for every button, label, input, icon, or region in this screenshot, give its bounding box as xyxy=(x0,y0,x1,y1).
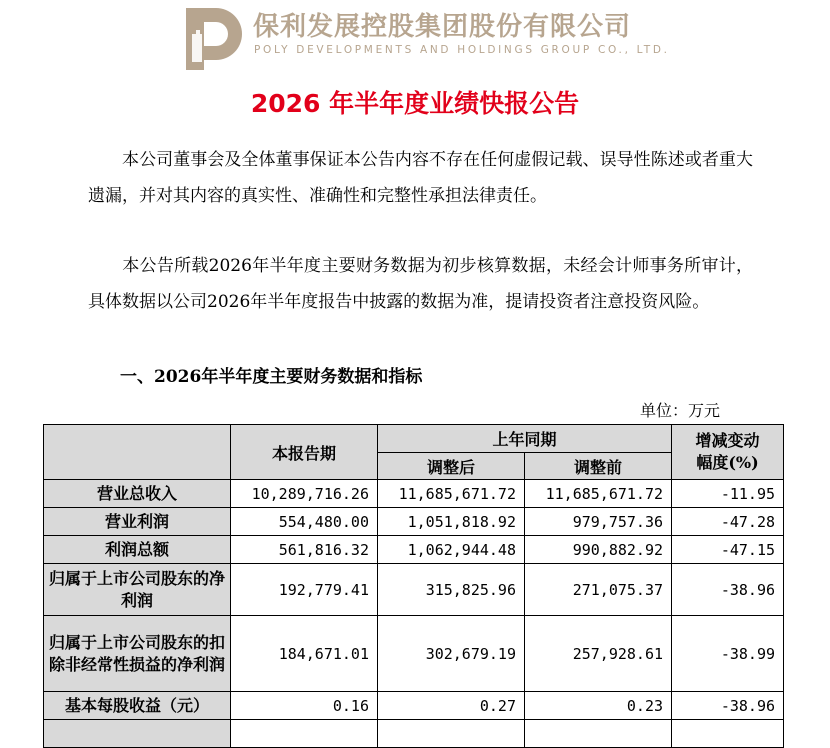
table-row xyxy=(44,616,784,692)
cell-change: -38.96 xyxy=(672,564,784,616)
cell-before: 11,685,671.72 xyxy=(525,480,672,508)
letterhead xyxy=(0,0,830,80)
header-prior-period: 上年同期 xyxy=(378,425,672,453)
cell-current: 0.16 xyxy=(231,692,378,720)
row-label: 营业总收入 xyxy=(44,480,231,508)
row-label: 营业利润 xyxy=(44,508,231,536)
cell-adjusted: 1,051,818.92 xyxy=(378,508,525,536)
table-row xyxy=(44,692,784,720)
company-name-en: POLY DEVELOPMENTS AND HOLDINGS GROUP CO., LTD. xyxy=(254,44,670,56)
cell-before: 271,075.37 xyxy=(525,564,672,616)
cell-change: -38.96 xyxy=(672,692,784,720)
header-change: 增减变动 幅度(%) xyxy=(672,425,784,480)
cell-before: 990,882.92 xyxy=(525,536,672,564)
header-current-period: 本报告期 xyxy=(231,425,378,480)
cell-change: -38.99 xyxy=(672,616,784,692)
cell-current: 192,779.41 xyxy=(231,564,378,616)
cell-current: 554,480.00 xyxy=(231,508,378,536)
row-label: 利润总额 xyxy=(44,536,231,564)
cell-change: -47.15 xyxy=(672,536,784,564)
page-title: 2026 年半年度业绩快报公告 xyxy=(250,89,580,118)
cell-current: 184,671.01 xyxy=(231,616,378,692)
financial-table xyxy=(43,424,784,748)
row-label: 基本每股收益（元） xyxy=(44,692,231,720)
company-name-cn: 保利发展控股集团股份有限公司 xyxy=(253,12,632,42)
cell-before: 0.23 xyxy=(525,692,672,720)
header-blank-cell xyxy=(44,425,231,480)
table-row xyxy=(44,564,784,616)
cell-current: 561,816.32 xyxy=(231,536,378,564)
cell-before: 257,928.61 xyxy=(525,616,672,692)
notice-paragraph: 本公告所载2026年半年度主要财务数据为初步核算数据，未经会计师事务所审计，具体数据以公司2026年半年度报告中披露的数据为准，提请投资者注意投资风险。 xyxy=(88,256,753,312)
cell-change: -11.95 xyxy=(672,480,784,508)
cell-change: -47.28 xyxy=(672,508,784,536)
cell-adjusted: 11,685,671.72 xyxy=(378,480,525,508)
table-row xyxy=(44,508,784,536)
unit-label: 单位：万元 xyxy=(640,401,721,420)
header-adjusted: 调整后 xyxy=(378,453,525,480)
table-row-cut-off xyxy=(44,720,784,748)
row-label: 归属于上市公司股东的净利润 xyxy=(44,564,231,616)
cell-before: 979,757.36 xyxy=(525,508,672,536)
cell-current: 10,289,716.26 xyxy=(231,480,378,508)
disclaimer-paragraph: 本公司董事会及全体董事保证本公告内容不存在任何虚假记载、误导性陈述或者重大遗漏，并对其内容的真实性、准确性和完整性承担法律责任。 xyxy=(88,150,753,206)
header-before-adjust: 调整前 xyxy=(525,453,672,480)
cell-adjusted: 302,679.19 xyxy=(378,616,525,692)
table-row xyxy=(44,536,784,564)
row-label: 归属于上市公司股东的扣除非经常性损益的净利润 xyxy=(44,616,231,692)
section-heading: 一、2026年半年度主要财务数据和指标 xyxy=(120,367,423,387)
cell-adjusted: 1,062,944.48 xyxy=(378,536,525,564)
poly-logo-icon xyxy=(182,4,244,70)
table-row xyxy=(44,480,784,508)
cell-adjusted: 315,825.96 xyxy=(378,564,525,616)
cell-adjusted: 0.27 xyxy=(378,692,525,720)
